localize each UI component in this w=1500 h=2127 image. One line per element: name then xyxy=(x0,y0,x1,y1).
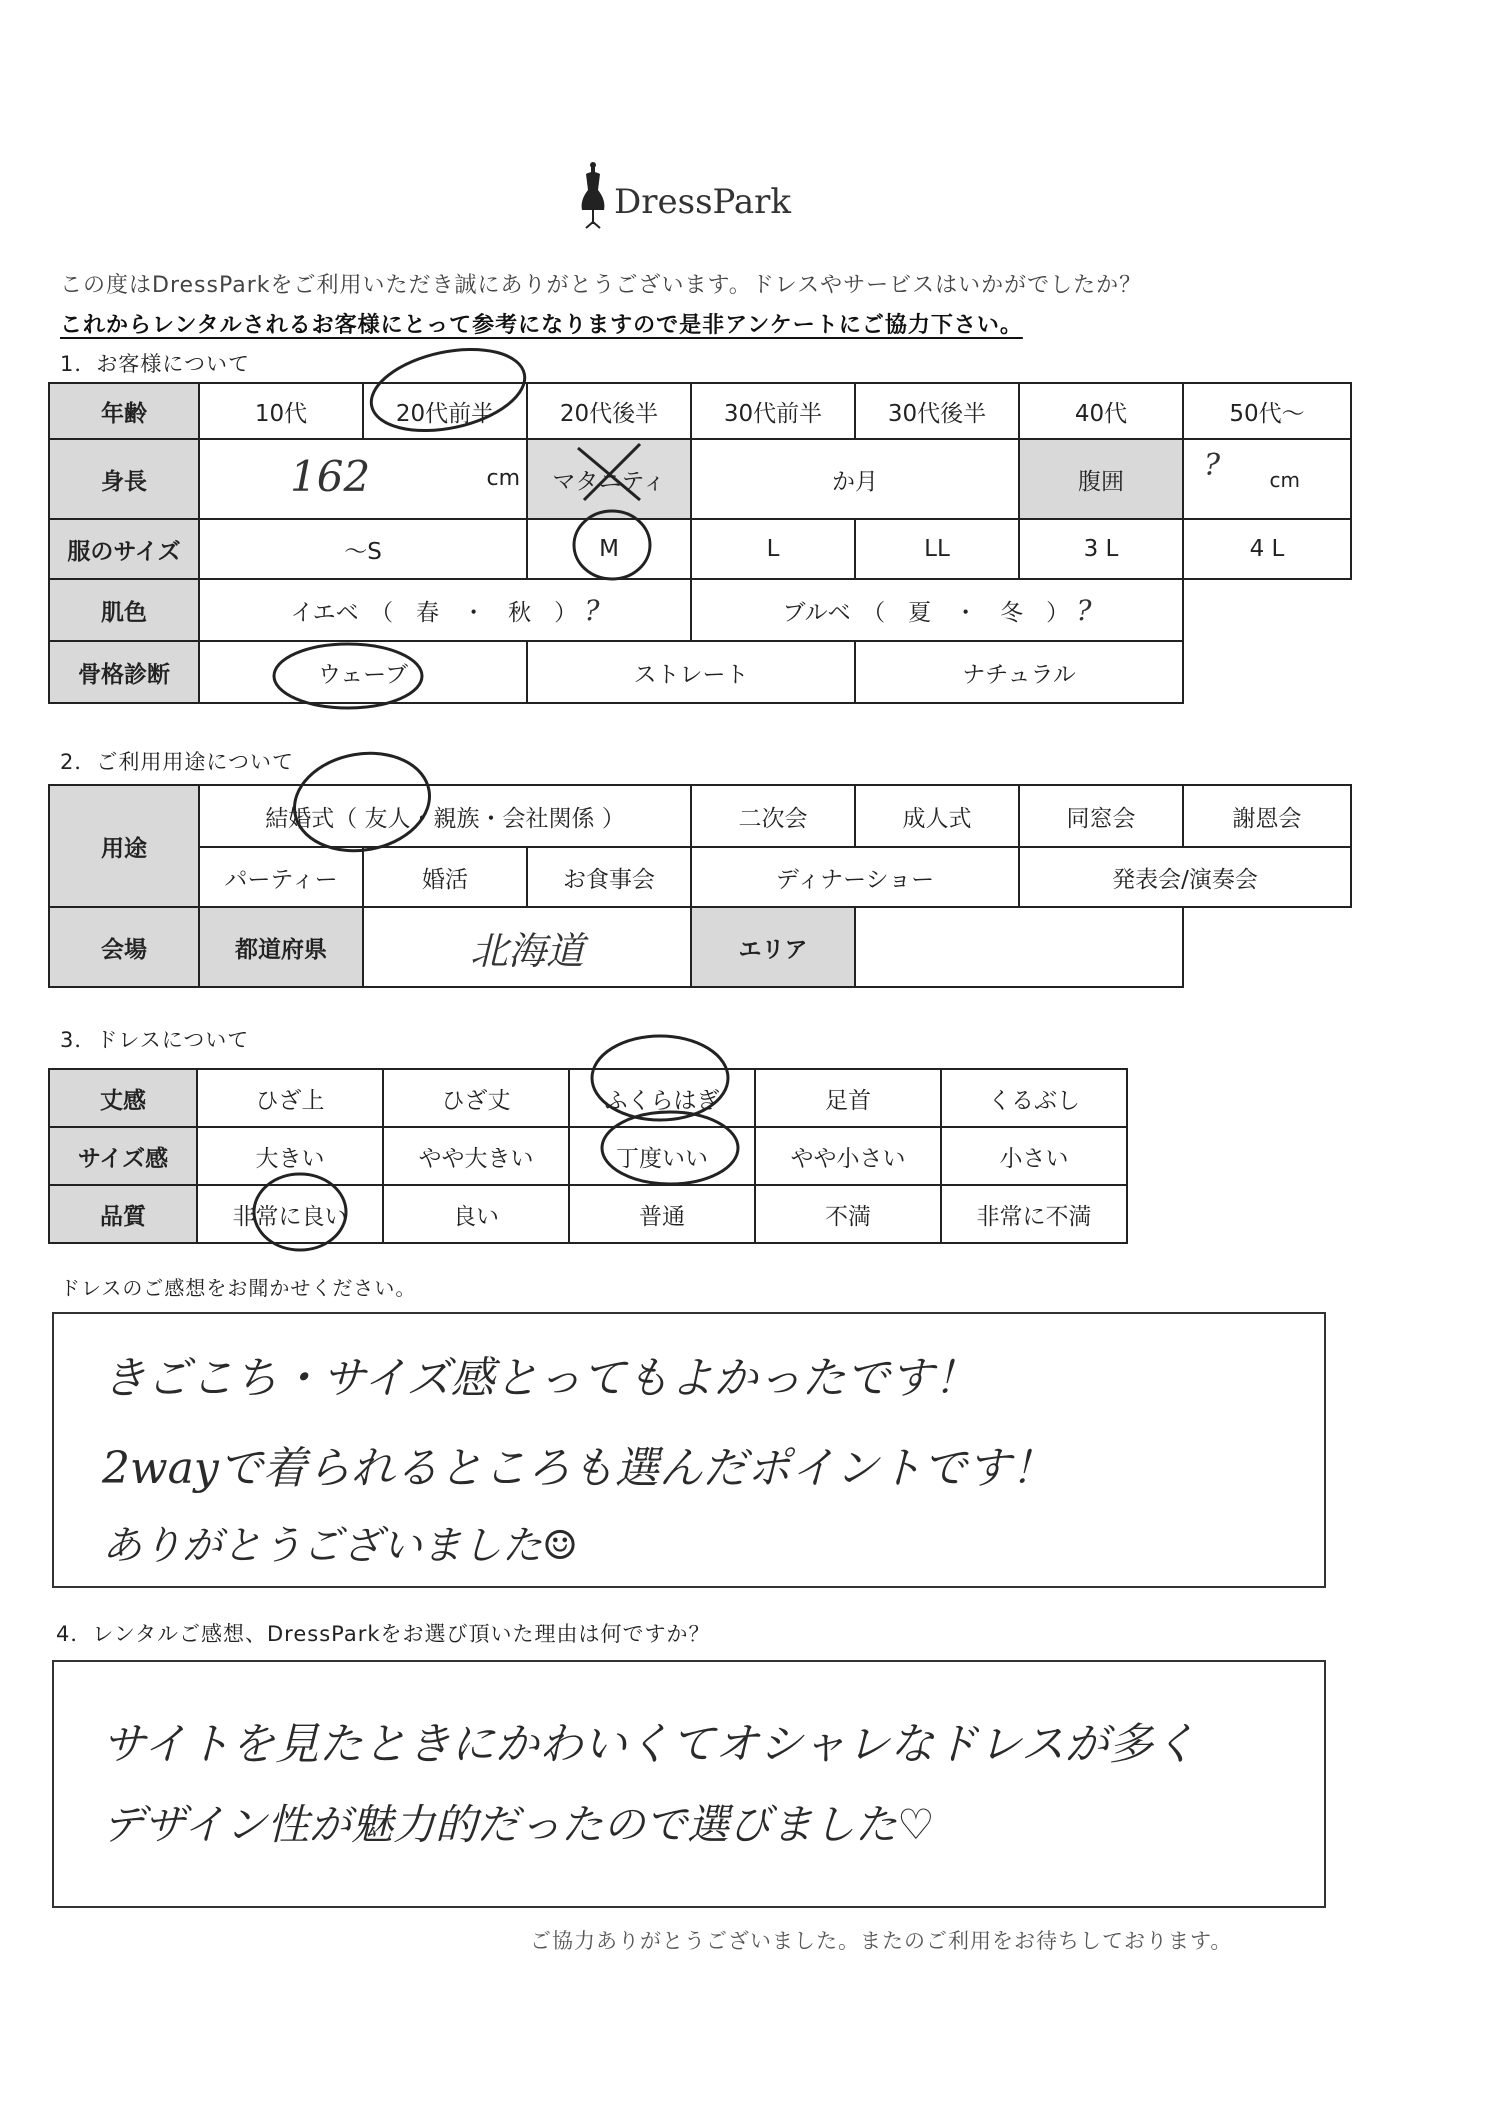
height-row xyxy=(49,439,1351,519)
venue-label: 会場 xyxy=(49,907,199,987)
frame-option[interactable]: ストレート xyxy=(527,641,855,703)
area-value[interactable] xyxy=(855,907,1183,987)
size-option[interactable]: 4 L xyxy=(1183,519,1351,579)
length-label: 丈感 xyxy=(49,1069,197,1127)
waist-unit: cm xyxy=(1269,468,1300,492)
length-option[interactable]: ひざ上 xyxy=(197,1069,383,1127)
skin-yellow-option[interactable] xyxy=(199,579,691,641)
size-option[interactable]: 3 L xyxy=(1019,519,1183,579)
purpose-coming-of-age[interactable]: 成人式 xyxy=(855,785,1019,847)
frame-row xyxy=(49,641,1351,703)
skin-row xyxy=(49,579,1351,641)
purpose-dinner-show[interactable]: ディナーショー xyxy=(691,847,1019,907)
reason-line: サイトを見たときにかわいくてオシャレなドレスが多く xyxy=(102,1719,1197,1770)
height-unit: cm xyxy=(486,466,520,491)
reason-box[interactable] xyxy=(52,1660,1326,1908)
dresspark-logo xyxy=(578,160,818,230)
purpose-afterparty[interactable]: 二次会 xyxy=(691,785,855,847)
age-option[interactable]: 30代後半 xyxy=(855,383,1019,439)
dress-form-icon xyxy=(578,160,608,230)
impression-line: 2wayで着られるところも選んだポイントです！ xyxy=(102,1443,1055,1494)
frame-option[interactable]: ナチュラル xyxy=(855,641,1183,703)
skin-label: 肌色 xyxy=(49,579,199,641)
purpose-wedding[interactable]: 結婚式（ 友人・親族・会社関係 ） xyxy=(199,785,691,847)
request-text: これからレンタルされるお客様にとって参考になりますので是非アンケートにご協力下さい。 xyxy=(60,313,1023,338)
purpose-recital[interactable]: 発表会/演奏会 xyxy=(1019,847,1351,907)
impression-box[interactable] xyxy=(52,1312,1326,1588)
age-label: 年齢 xyxy=(49,383,199,439)
skin-blue-option[interactable] xyxy=(691,579,1183,641)
age-option[interactable]: 30代前半 xyxy=(691,383,855,439)
fit-option[interactable]: やや大きい xyxy=(383,1127,569,1185)
fit-option-selected[interactable]: 丁度いい xyxy=(569,1127,755,1185)
size-option[interactable]: ～S xyxy=(199,519,527,579)
section3-title: 3．ドレスについて xyxy=(60,1028,250,1052)
quality-option[interactable]: 非常に不満 xyxy=(941,1185,1127,1243)
length-option-selected[interactable]: ふくらはぎ xyxy=(569,1069,755,1127)
height-value: 162 xyxy=(290,452,371,501)
frame-label: 骨格診断 xyxy=(49,641,199,703)
quality-option-selected[interactable]: 非常に良い xyxy=(197,1185,383,1243)
length-option[interactable]: 足首 xyxy=(755,1069,941,1127)
purpose-konkatsu[interactable]: 婚活 xyxy=(363,847,527,907)
purpose-party[interactable]: パーティー xyxy=(199,847,363,907)
age-option[interactable]: 40代 xyxy=(1019,383,1183,439)
fit-option[interactable]: 大きい xyxy=(197,1127,383,1185)
purpose-dinner[interactable]: お食事会 xyxy=(527,847,691,907)
reason-line: デザイン性が魅力的だったので選びました♡ xyxy=(102,1800,935,1849)
age-option[interactable]: 10代 xyxy=(199,383,363,439)
fit-label: サイズ感 xyxy=(49,1127,197,1185)
maternity-label: マタニティ xyxy=(527,439,691,519)
size-option-selected[interactable]: L xyxy=(691,519,855,579)
section1-title: 1．お客様について xyxy=(60,352,250,376)
skin-yellow-text: イエベ （ 春 ・ 秋 ） xyxy=(290,599,578,626)
age-option[interactable]: 20代後半 xyxy=(527,383,691,439)
fit-option[interactable]: やや小さい xyxy=(755,1127,941,1185)
skin-yellow-mark: ? xyxy=(584,593,600,627)
purpose-table xyxy=(48,784,1352,988)
purpose-label: 用途 xyxy=(49,785,199,907)
quality-option[interactable]: 良い xyxy=(383,1185,569,1243)
waist-label: 腹囲 xyxy=(1019,439,1183,519)
prefecture-label: 都道府県 xyxy=(199,907,363,987)
purpose-reunion[interactable]: 同窓会 xyxy=(1019,785,1183,847)
quality-option[interactable]: 不満 xyxy=(755,1185,941,1243)
height-label: 身長 xyxy=(49,439,199,519)
waist-value: ? xyxy=(1204,448,1221,483)
customer-table xyxy=(48,382,1352,704)
maternity-months[interactable]: か月 xyxy=(691,439,1019,519)
dress-table xyxy=(48,1068,1128,1244)
purpose-thanks-party[interactable]: 謝恩会 xyxy=(1183,785,1351,847)
size-row xyxy=(49,519,1351,579)
section2-title: 2．ご利用用途について xyxy=(60,750,294,774)
height-field[interactable] xyxy=(199,439,527,519)
fit-option[interactable]: 小さい xyxy=(941,1127,1127,1185)
size-option[interactable]: LL xyxy=(855,519,1019,579)
length-option[interactable]: ひざ丈 xyxy=(383,1069,569,1127)
skin-blue-text: ブルベ （ 夏 ・ 冬 ） xyxy=(782,599,1070,626)
size-label: 服のサイズ xyxy=(49,519,199,579)
prefecture-value[interactable]: 北海道 xyxy=(363,907,691,987)
size-option[interactable]: M xyxy=(527,519,691,579)
waist-field[interactable] xyxy=(1183,439,1351,519)
length-option[interactable]: くるぶし xyxy=(941,1069,1127,1127)
skin-blue-mark: ? xyxy=(1076,593,1092,627)
impression-line: きごこち・サイズ感とってもよかったです！ xyxy=(102,1353,978,1404)
impression-line: ありがとうございました☺ xyxy=(102,1523,578,1569)
age-option[interactable]: 50代～ xyxy=(1183,383,1351,439)
frame-option-selected[interactable]: ウェーブ xyxy=(199,641,527,703)
impression-prompt: ドレスのご感想をお聞かせください。 xyxy=(60,1276,417,1300)
quality-option[interactable]: 普通 xyxy=(569,1185,755,1243)
area-label: エリア xyxy=(691,907,855,987)
brand-name: DressPark xyxy=(614,182,792,222)
section4-title: 4．レンタルご感想、DressParkをお選び頂いた理由は何ですか？ xyxy=(56,1622,711,1646)
quality-label: 品質 xyxy=(49,1185,197,1243)
age-option-selected[interactable]: 20代前半 xyxy=(363,383,527,439)
intro-text: この度はDressParkをご利用いただき誠にありがとうございます。ドレスやサービスはいかがでしたか？ xyxy=(60,273,1143,298)
age-row xyxy=(49,383,1351,439)
footer-thanks: ご協力ありがとうございました。またのご利用をお待ちしております。 xyxy=(530,1929,1233,1953)
